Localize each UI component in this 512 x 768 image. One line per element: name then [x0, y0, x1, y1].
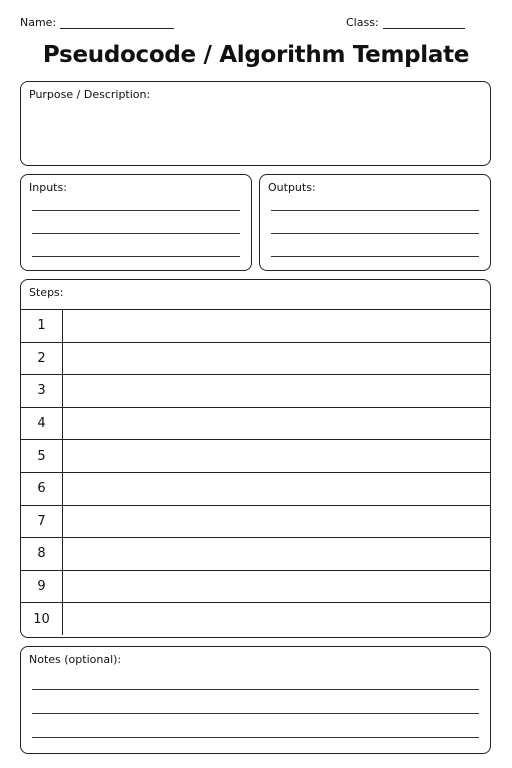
name-field	[20, 16, 174, 29]
step-number: 6	[21, 473, 63, 505]
outputs-line[interactable]	[271, 256, 479, 257]
inputs-line[interactable]	[32, 256, 240, 257]
page-title: Pseudocode / Algorithm Template	[42, 42, 470, 68]
step-cell[interactable]	[63, 440, 490, 472]
step-row	[21, 407, 490, 440]
steps-table	[21, 309, 490, 635]
steps-box	[20, 279, 491, 638]
notes-label: Notes (optional):	[29, 653, 122, 666]
notes-line[interactable]	[32, 713, 479, 714]
step-number: 2	[21, 343, 63, 375]
step-row	[21, 309, 490, 342]
outputs-box[interactable]	[259, 174, 491, 271]
class-label: Class:	[346, 16, 379, 29]
steps-label: Steps:	[29, 286, 64, 299]
purpose-box[interactable]	[20, 81, 491, 166]
class-write-line[interactable]	[383, 16, 465, 29]
step-row	[21, 505, 490, 538]
name-label: Name:	[20, 16, 57, 29]
inputs-box[interactable]	[20, 174, 252, 271]
step-row	[21, 342, 490, 375]
step-cell[interactable]	[63, 571, 490, 603]
outputs-label: Outputs:	[268, 181, 316, 194]
purpose-label: Purpose / Description:	[29, 88, 151, 101]
name-write-line[interactable]	[60, 16, 174, 29]
step-number: 3	[21, 375, 63, 407]
step-row	[21, 602, 490, 635]
notes-line[interactable]	[32, 689, 479, 690]
step-row	[21, 374, 490, 407]
step-cell[interactable]	[63, 506, 490, 538]
step-number: 5	[21, 440, 63, 472]
step-number: 9	[21, 571, 63, 603]
outputs-line[interactable]	[271, 233, 479, 234]
notes-line[interactable]	[32, 737, 479, 738]
step-cell[interactable]	[63, 603, 490, 635]
step-number: 4	[21, 408, 63, 440]
step-cell[interactable]	[63, 310, 490, 342]
notes-box[interactable]	[20, 646, 491, 754]
step-cell[interactable]	[63, 473, 490, 505]
step-cell[interactable]	[63, 408, 490, 440]
class-field	[346, 16, 465, 29]
inputs-label: Inputs:	[29, 181, 67, 194]
step-number: 1	[21, 310, 63, 342]
step-number: 7	[21, 506, 63, 538]
step-row	[21, 439, 490, 472]
inputs-line[interactable]	[32, 233, 240, 234]
step-row	[21, 472, 490, 505]
step-row	[21, 570, 490, 603]
step-row	[21, 537, 490, 570]
step-cell[interactable]	[63, 375, 490, 407]
inputs-line[interactable]	[32, 210, 240, 211]
step-number: 8	[21, 538, 63, 570]
step-number: 10	[21, 603, 63, 635]
step-cell[interactable]	[63, 538, 490, 570]
step-cell[interactable]	[63, 343, 490, 375]
outputs-line[interactable]	[271, 210, 479, 211]
